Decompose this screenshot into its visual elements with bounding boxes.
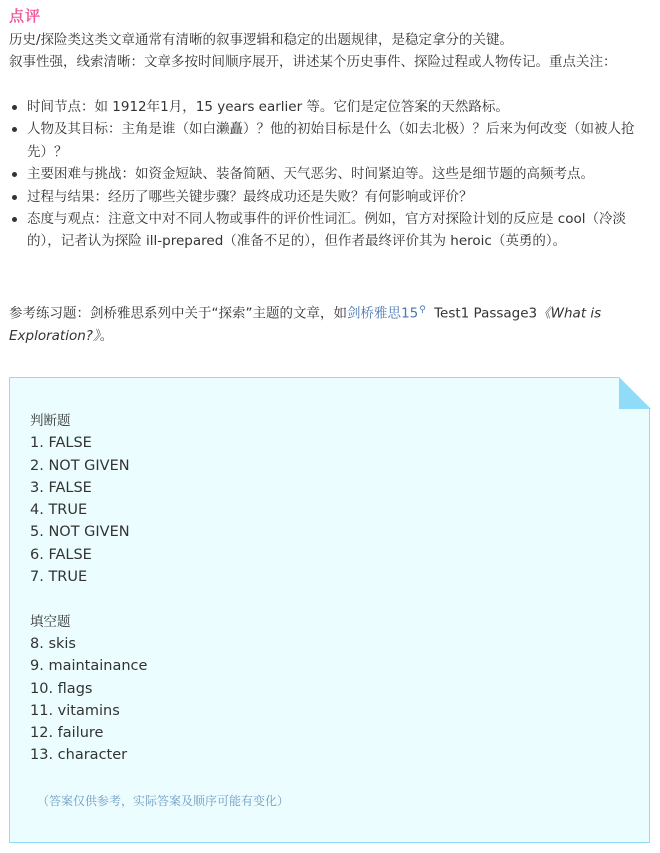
reference-paragraph — [9, 299, 649, 348]
answer-item: 2. NOT GIVEN — [30, 457, 130, 474]
answer-note: （答案仅供参考，实际答案及顺序可能有变化） — [37, 794, 290, 808]
answer-item: 10. flags — [30, 680, 93, 697]
reference-test-passage: Test1 Passage3 — [429, 305, 538, 322]
tf-section-title: 判断题 — [30, 413, 71, 429]
reference-title: 《What is Exploration?》 — [9, 305, 602, 344]
section-heading: 点评 — [9, 7, 42, 25]
list-item: 态度与观点：注意文中对不同人物或事件的评价性词汇。例如，官方对探险计划的反应是 cool（冷淡的），记者认为探险 ill-prepared（准备不足的），但作者最终评价其为 heroic（英勇的）。 — [9, 208, 645, 253]
answer-item: 13. character — [30, 747, 128, 764]
list-item: 主要困难与挑战：如资金短缺、装备简陋、天气恶劣、时间紧迫等。这些是细节题的高频考点。 — [9, 163, 645, 185]
answer-item: 8. skis — [30, 635, 76, 652]
answer-item: 1. FALSE — [30, 435, 92, 452]
list-item: 过程与结果：经历了哪些关键步骤？最终成功还是失败？有何影响或评价？ — [9, 186, 645, 208]
answer-item: 11. vitamins — [30, 702, 120, 719]
search-icon[interactable]: ⚲ — [419, 305, 426, 315]
cambridge-15-link[interactable]: 剑桥雅思15 — [347, 305, 419, 322]
answer-item: 7. TRUE — [30, 569, 88, 586]
answer-item: 4. TRUE — [30, 502, 88, 519]
reference-prefix: 参考练习题：剑桥雅思系列中关于“探索”主题的文章，如 — [9, 305, 347, 322]
reference-suffix: 。 — [99, 328, 114, 344]
key-points-list — [9, 96, 645, 253]
page-fold-icon — [619, 377, 651, 409]
spacer — [30, 588, 147, 610]
list-item: 人物及其目标：主角是谁（如白濑矗）？他的初始目标是什么（如去北极）？后来为何改变（如被人抢先）？ — [9, 118, 645, 163]
list-item: 时间节点：如 1912年1月，15 years earlier 等。它们是定位答案的天然路标。 — [9, 96, 645, 118]
answer-list — [30, 410, 147, 767]
answer-item: 6. FALSE — [30, 546, 92, 563]
answer-item: 5. NOT GIVEN — [30, 524, 130, 541]
answer-box — [9, 377, 650, 843]
answer-item: 3. FALSE — [30, 479, 92, 496]
intro-paragraph: 历史/探险类这类文章通常有清晰的叙事逻辑和稳定的出题规律，是稳定拿分的关键。 — [9, 32, 514, 48]
description-paragraph: 叙事性强，线索清晰：文章多按时间顺序展开，讲述某个历史事件、探险过程或人物传记。重点关注： — [9, 54, 617, 70]
fill-section-title: 填空题 — [30, 613, 71, 630]
answer-item: 9. maintainance — [30, 658, 148, 675]
answer-item: 12. failure — [30, 725, 104, 742]
